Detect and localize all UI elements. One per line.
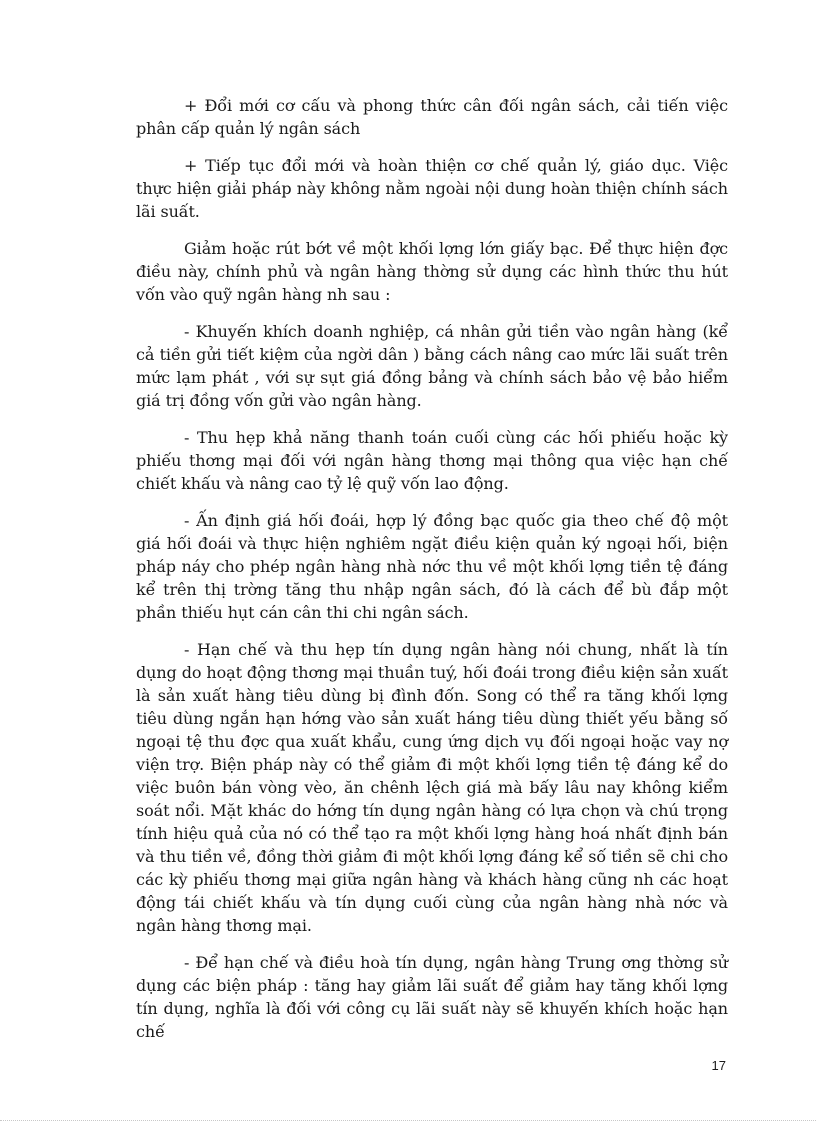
paragraph-exchange-rate: - Ấn định giá hối đoái, hợp lý đồng bạc quốc gia theo chế độ một giá hối đoái và thực hiện nghiêm ngặt điều kiện quản ký ngoại hối, biện pháp náy cho phép ngân hàng nhà nớc thu về một khối lợng tiền tệ đáng kể trên thị trờng tăng thu nhập ngân sách, đó là cách để bù đắp một phần thiếu hụt cán cân thi chi ngân sách. bbox=[136, 511, 728, 622]
paragraph-encourage-deposits: - Khuyến khích doanh nghiệp, cá nhân gửi tiền vào ngân hàng (kể cả tiền gửi tiết kiệm của ngời dân ) bằng cách nâng cao mức lãi suất trên mức lạm phát , với sự sụt giá đồng bảng và chính sách bảo vệ bảo hiểm giá trị đồng vốn gửi vào ngân hàng. bbox=[136, 322, 728, 410]
paragraph-limit-credit: - Hạn chế và thu hẹp tín dụng ngân hàng nói chung, nhất là tín dụng do hoạt động thơng mại thuần tuý, hối đoái trong điều kiện sản xuất là sản xuất hàng tiêu dùng bị đình đốn. Song có thể ra tăng khối lợng tiêu dùng ngắn hạn hớng vào sản xuất háng tiêu dùng thiết yếu bằng số ngoại tệ thu đợc qua xuất khẩu, cung ứng dịch vụ đối ngoại hoặc vay nợ viện trợ. Biện pháp này có thể giảm đi một khối lợng tiền tệ đáng kể do việc buôn bán vòng vèo, ăn chênh lệch giá mà bấy lâu nay không kiểm soát nổi. Mặt khác do hớng tín dụng ngân hàng có lựa chọn và chú trọng tính hiệu quả của nó có thể tạo ra một khối lợng hàng hoá nhất định bán và thu tiền về, đồng thời giảm đi một khối lợng đáng kể số tiền sẽ chi cho các kỳ phiếu thơng mại giữa ngân hàng và khách hàng cũng nh các hoạt động tái chiết khấu và tín dụng cuối cùng của ngân hàng nhà nớc và ngân hàng thơng mại. bbox=[136, 640, 728, 935]
paragraph-budget-reform: + Đổi mới cơ cấu và phong thức cân đối ngân sách, cải tiến việc phân cấp quản lý ngân sách bbox=[136, 96, 728, 138]
paragraph-narrow-payment: - Thu hẹp khả năng thanh toán cuối cùng các hối phiếu hoặc kỳ phiếu thơng mại đối với ngân hàng thơng mại thông qua việc hạn chế chiết khấu và nâng cao tỷ lệ quỹ vốn lao động. bbox=[136, 428, 728, 493]
paragraph-central-bank-measures: - Để hạn chế và điều hoà tín dụng, ngân hàng Trung ơng thờng sử dụng các biện pháp : tăng hay giảm lãi suất để giảm hay tăng khối lợng tín dụng, nghĩa là đối với công cụ lãi suất này sẽ khuyến khích hoặc hạn chế bbox=[136, 953, 728, 1041]
paragraph-reduce-banknotes: Giảm hoặc rút bớt về một khối lợng lớn giấy bạc. Để thực hiện đợc điều này, chính phủ và ngân hàng thờng sử dụng các hình thức thu hút vốn vào quỹ ngân hàng nh sau : bbox=[136, 239, 728, 304]
paragraph-management-reform: + Tiếp tục đổi mới và hoàn thiện cơ chế quản lý, giáo dục. Việc thực hiện giải pháp này không nằm ngoài nội dung hoàn thiện chính sách lãi suất. bbox=[136, 156, 728, 221]
document-body bbox=[136, 94, 728, 1057]
page-bottom-divider bbox=[0, 1120, 816, 1121]
page-number: 17 bbox=[711, 1058, 726, 1073]
